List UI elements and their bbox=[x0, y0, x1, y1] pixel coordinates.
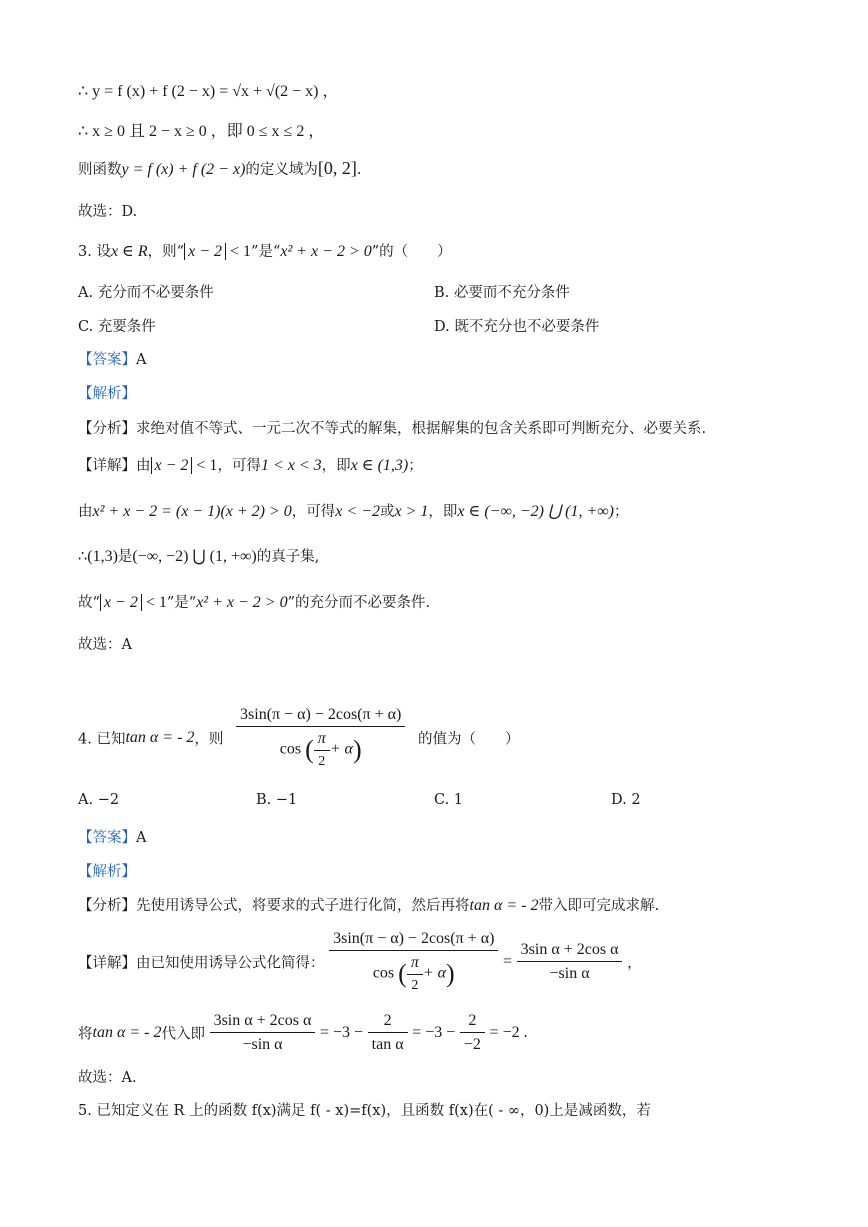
q3-detail-3: ∴(1,3)是(−∞, −2) ⋃ (1, +∞)的真子集, bbox=[78, 548, 320, 565]
q4-fraction: 3sin(π − α) − 2cos(π + α) cos ( $\frac{\pi}{2}$ + α) bbox=[236, 706, 405, 770]
q4-sub-fraction-1: $\frac{\text{3sin α + 2cos α}}{\text{−sin α}}$ bbox=[210, 1012, 316, 1054]
q4-option-c: C. 1 bbox=[434, 792, 464, 808]
q4-option-a: A. −2 bbox=[78, 792, 120, 808]
q4-analysis-heading: 【解析】 bbox=[78, 864, 136, 880]
solution-line-2: ∴ x ≥ 0 且 2 − x ≥ 0 ，即 0 ≤ x ≤ 2 ， bbox=[78, 123, 325, 140]
q4-detail-1: 【详解】由已知使用诱导公式化简得： 3sin(π − α) − 2cos(π + α) cos ( $\frac{\pi}{2}$ + α) = $\frac{\text{3sin α + 2cos α}}{\text{−sin α}}$ ， bbox=[78, 930, 642, 993]
choose-line-q2: 故选：D. bbox=[78, 204, 138, 220]
q4-option-d: D. 2 bbox=[611, 792, 641, 808]
q3-choose: 故选：A bbox=[78, 637, 132, 653]
q4-fenxi: 【分析】先使用诱导公式，将要求的式子进行化简，然后再将tan α = - 2带入即可完成求解. bbox=[78, 897, 660, 914]
question-4-stem: 4. 已知tan α = - 2，则 3sin(π − α) − 2cos(π + α) cos ( $\frac{\pi}{2}$ + α) 的值为（ ） bbox=[78, 706, 520, 769]
q4-choose: 故选：A. bbox=[78, 1070, 137, 1086]
q3-option-b: B. 必要而不充分条件 bbox=[434, 285, 570, 301]
q3-analysis-heading: 【解析】 bbox=[78, 386, 136, 402]
q4-detail-2: 将tan α = - 2代入即 $\frac{\text{3sin α + 2cos α}}{\text{−sin α}}$ = −3 − $\frac{2}{\text{tan α}}$ = −3 − $\frac{2}{-2}$ = −2 . bbox=[78, 1012, 528, 1053]
q4-simplified-fraction: $\frac{\text{3sin α + 2cos α}}{\text{−sin α}}$ bbox=[517, 941, 623, 983]
q3-fenxi: 【分析】求绝对值不等式、一元二次不等式的解集，根据解集的包含关系即可判断充分、必要关系. bbox=[78, 421, 707, 437]
solution-line-3: 则函数y = f (x) + f (2 − x)的定义域为[0, 2]. bbox=[78, 158, 362, 178]
q3-option-c: C. 充要条件 bbox=[78, 319, 156, 335]
q3-option-d: D. 既不充分也不必要条件 bbox=[434, 319, 600, 335]
q4-answer: 【答案】A bbox=[78, 830, 147, 846]
q4-detail-fraction: 3sin(π − α) − 2cos(π + α) cos ( $\frac{\pi}{2}$ + α) bbox=[329, 930, 498, 994]
q3-option-a: A. 充分而不必要条件 bbox=[78, 285, 214, 301]
question-3-stem: 3. 设x ∈ R，则“ x − 2 < 1”是“x² + x − 2 > 0”的（ ） bbox=[78, 243, 452, 260]
q3-detail-1: 【详解】由 x − 2 < 1，可得1 < x < 3，即x ∈ (1,3)； bbox=[78, 457, 423, 474]
q3-detail-4: 故“ x − 2 < 1”是“x² + x − 2 > 0”的充分而不必要条件. bbox=[78, 594, 431, 611]
solution-line-1: ∴ y = f (x) + f (2 − x) = √x + √(2 − x) ， bbox=[78, 83, 339, 100]
q3-detail-2: 由x² + x − 2 = (x − 1)(x + 2) > 0，可得x < −2或x > 1，即x ∈ (−∞, −2) ⋃ (1, +∞)； bbox=[78, 503, 629, 520]
q3-answer: 【答案】A bbox=[78, 352, 147, 368]
question-5-stem: 5. 已知定义在 R 上的函数 f(x)满足 f( - x)=f(x)，且函数 f(x)在( - ∞，0)上是减函数，若 bbox=[78, 1103, 651, 1119]
q4-sub-fraction-2: $\frac{2}{\text{tan α}}$ bbox=[368, 1012, 408, 1054]
q4-sub-fraction-3: $\frac{2}{-2}$ bbox=[460, 1012, 485, 1054]
q4-option-b: B. −1 bbox=[256, 792, 298, 808]
